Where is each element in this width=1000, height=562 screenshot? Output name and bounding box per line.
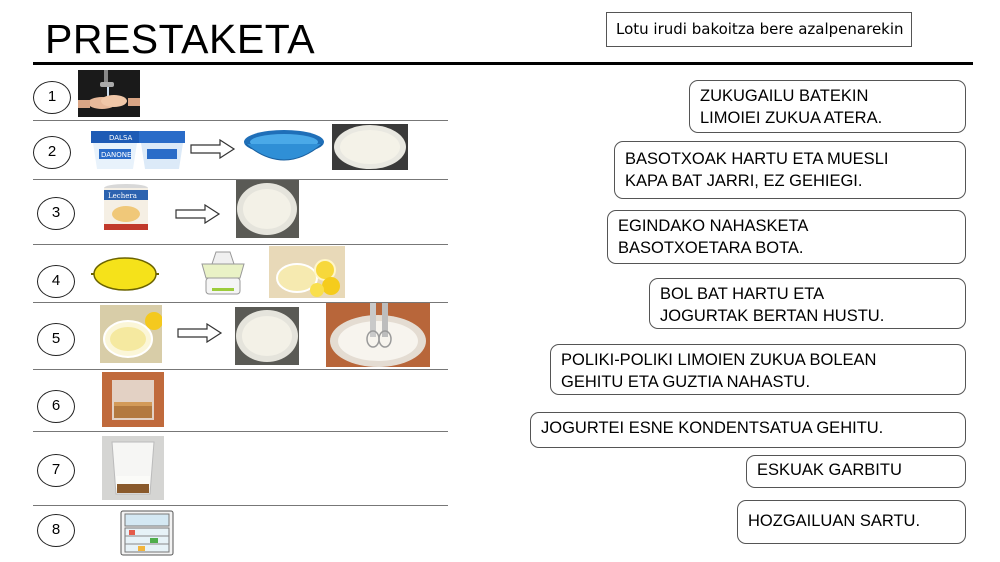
description-line: GEHITU ETA GUZTIA NAHASTU.	[561, 373, 811, 391]
description-box[interactable]	[737, 500, 966, 544]
page-title: PRESTAKETA	[45, 16, 316, 62]
fridge-icon[interactable]	[120, 510, 174, 556]
step-number-5: 5	[37, 323, 75, 356]
condensed-milk-can-image[interactable]	[100, 182, 152, 234]
description-line: HOZGAILUAN SARTU.	[748, 512, 921, 530]
arrow-right-icon	[175, 204, 221, 229]
description-box[interactable]	[746, 455, 966, 488]
glass-with-muesli-image[interactable]	[102, 372, 164, 427]
description-line: ZUKUGAILU BATEKIN	[700, 87, 869, 105]
title-divider	[33, 62, 973, 65]
step-number-8: 8	[37, 514, 75, 547]
step-number-6: 6	[37, 390, 75, 423]
citrus-juicer-image[interactable]	[190, 248, 256, 298]
step-number-2: 2	[33, 136, 71, 169]
row-divider	[33, 431, 448, 432]
step-number-4: 4	[37, 265, 75, 298]
step-number-7: 7	[37, 454, 75, 487]
yogurt-cups-image[interactable]	[85, 125, 190, 173]
hands-washing-image[interactable]	[78, 70, 140, 117]
instruction-box: Lotu irudi bakoitza bere azalpenarekin	[606, 12, 912, 47]
description-line: BASOTXOETARA BOTA.	[618, 239, 804, 257]
step-number-3: 3	[37, 197, 75, 230]
row-divider	[33, 120, 448, 121]
yogurt-bowl-image[interactable]	[332, 124, 408, 170]
description-box[interactable]	[607, 210, 966, 264]
yogurt-bowl-image[interactable]	[235, 307, 299, 365]
description-box[interactable]	[614, 141, 966, 199]
svg-text:DALSA: DALSA	[109, 134, 133, 142]
description-line: JOGURTEI ESNE KONDENTSATUA GEHITU.	[541, 419, 884, 437]
description-line: ESKUAK GARBITU	[757, 461, 902, 479]
glass-with-yogurt-image[interactable]	[102, 436, 164, 500]
row-divider	[33, 505, 448, 506]
description-box[interactable]	[550, 344, 966, 395]
mixer-whisking-image[interactable]	[326, 303, 430, 367]
arrow-right-icon	[190, 139, 236, 164]
description-line: BOL BAT HARTU ETA	[660, 285, 825, 303]
description-box[interactable]	[530, 412, 966, 448]
description-line: JOGURTAK BERTAN HUSTU.	[660, 307, 885, 325]
row-divider	[33, 244, 448, 245]
blue-bowl-image[interactable]	[243, 128, 325, 170]
description-line: LIMOIEI ZUKUA ATERA.	[700, 109, 883, 127]
description-line: EGINDAKO NAHASKETA	[618, 217, 809, 235]
svg-text:DANONE: DANONE	[101, 151, 132, 159]
svg-text:Lechera: Lechera	[108, 192, 137, 200]
description-box[interactable]	[649, 278, 966, 329]
description-line: POLIKI-POLIKI LIMOIEN ZUKUA BOLEAN	[561, 351, 877, 369]
lemon-juice-bowl-image[interactable]	[100, 305, 162, 363]
description-line: BASOTXOAK HARTU ETA MUESLI	[625, 150, 889, 168]
yogurt-bowl-image[interactable]	[236, 180, 299, 238]
step-number-1: 1	[33, 81, 71, 114]
description-line: KAPA BAT JARRI, EZ GEHIEGI.	[625, 172, 863, 190]
description-box[interactable]	[689, 80, 966, 133]
lemon-image[interactable]	[91, 256, 159, 292]
row-divider	[33, 369, 448, 370]
lemon-juice-image[interactable]	[269, 246, 345, 298]
arrow-right-icon	[177, 323, 223, 348]
